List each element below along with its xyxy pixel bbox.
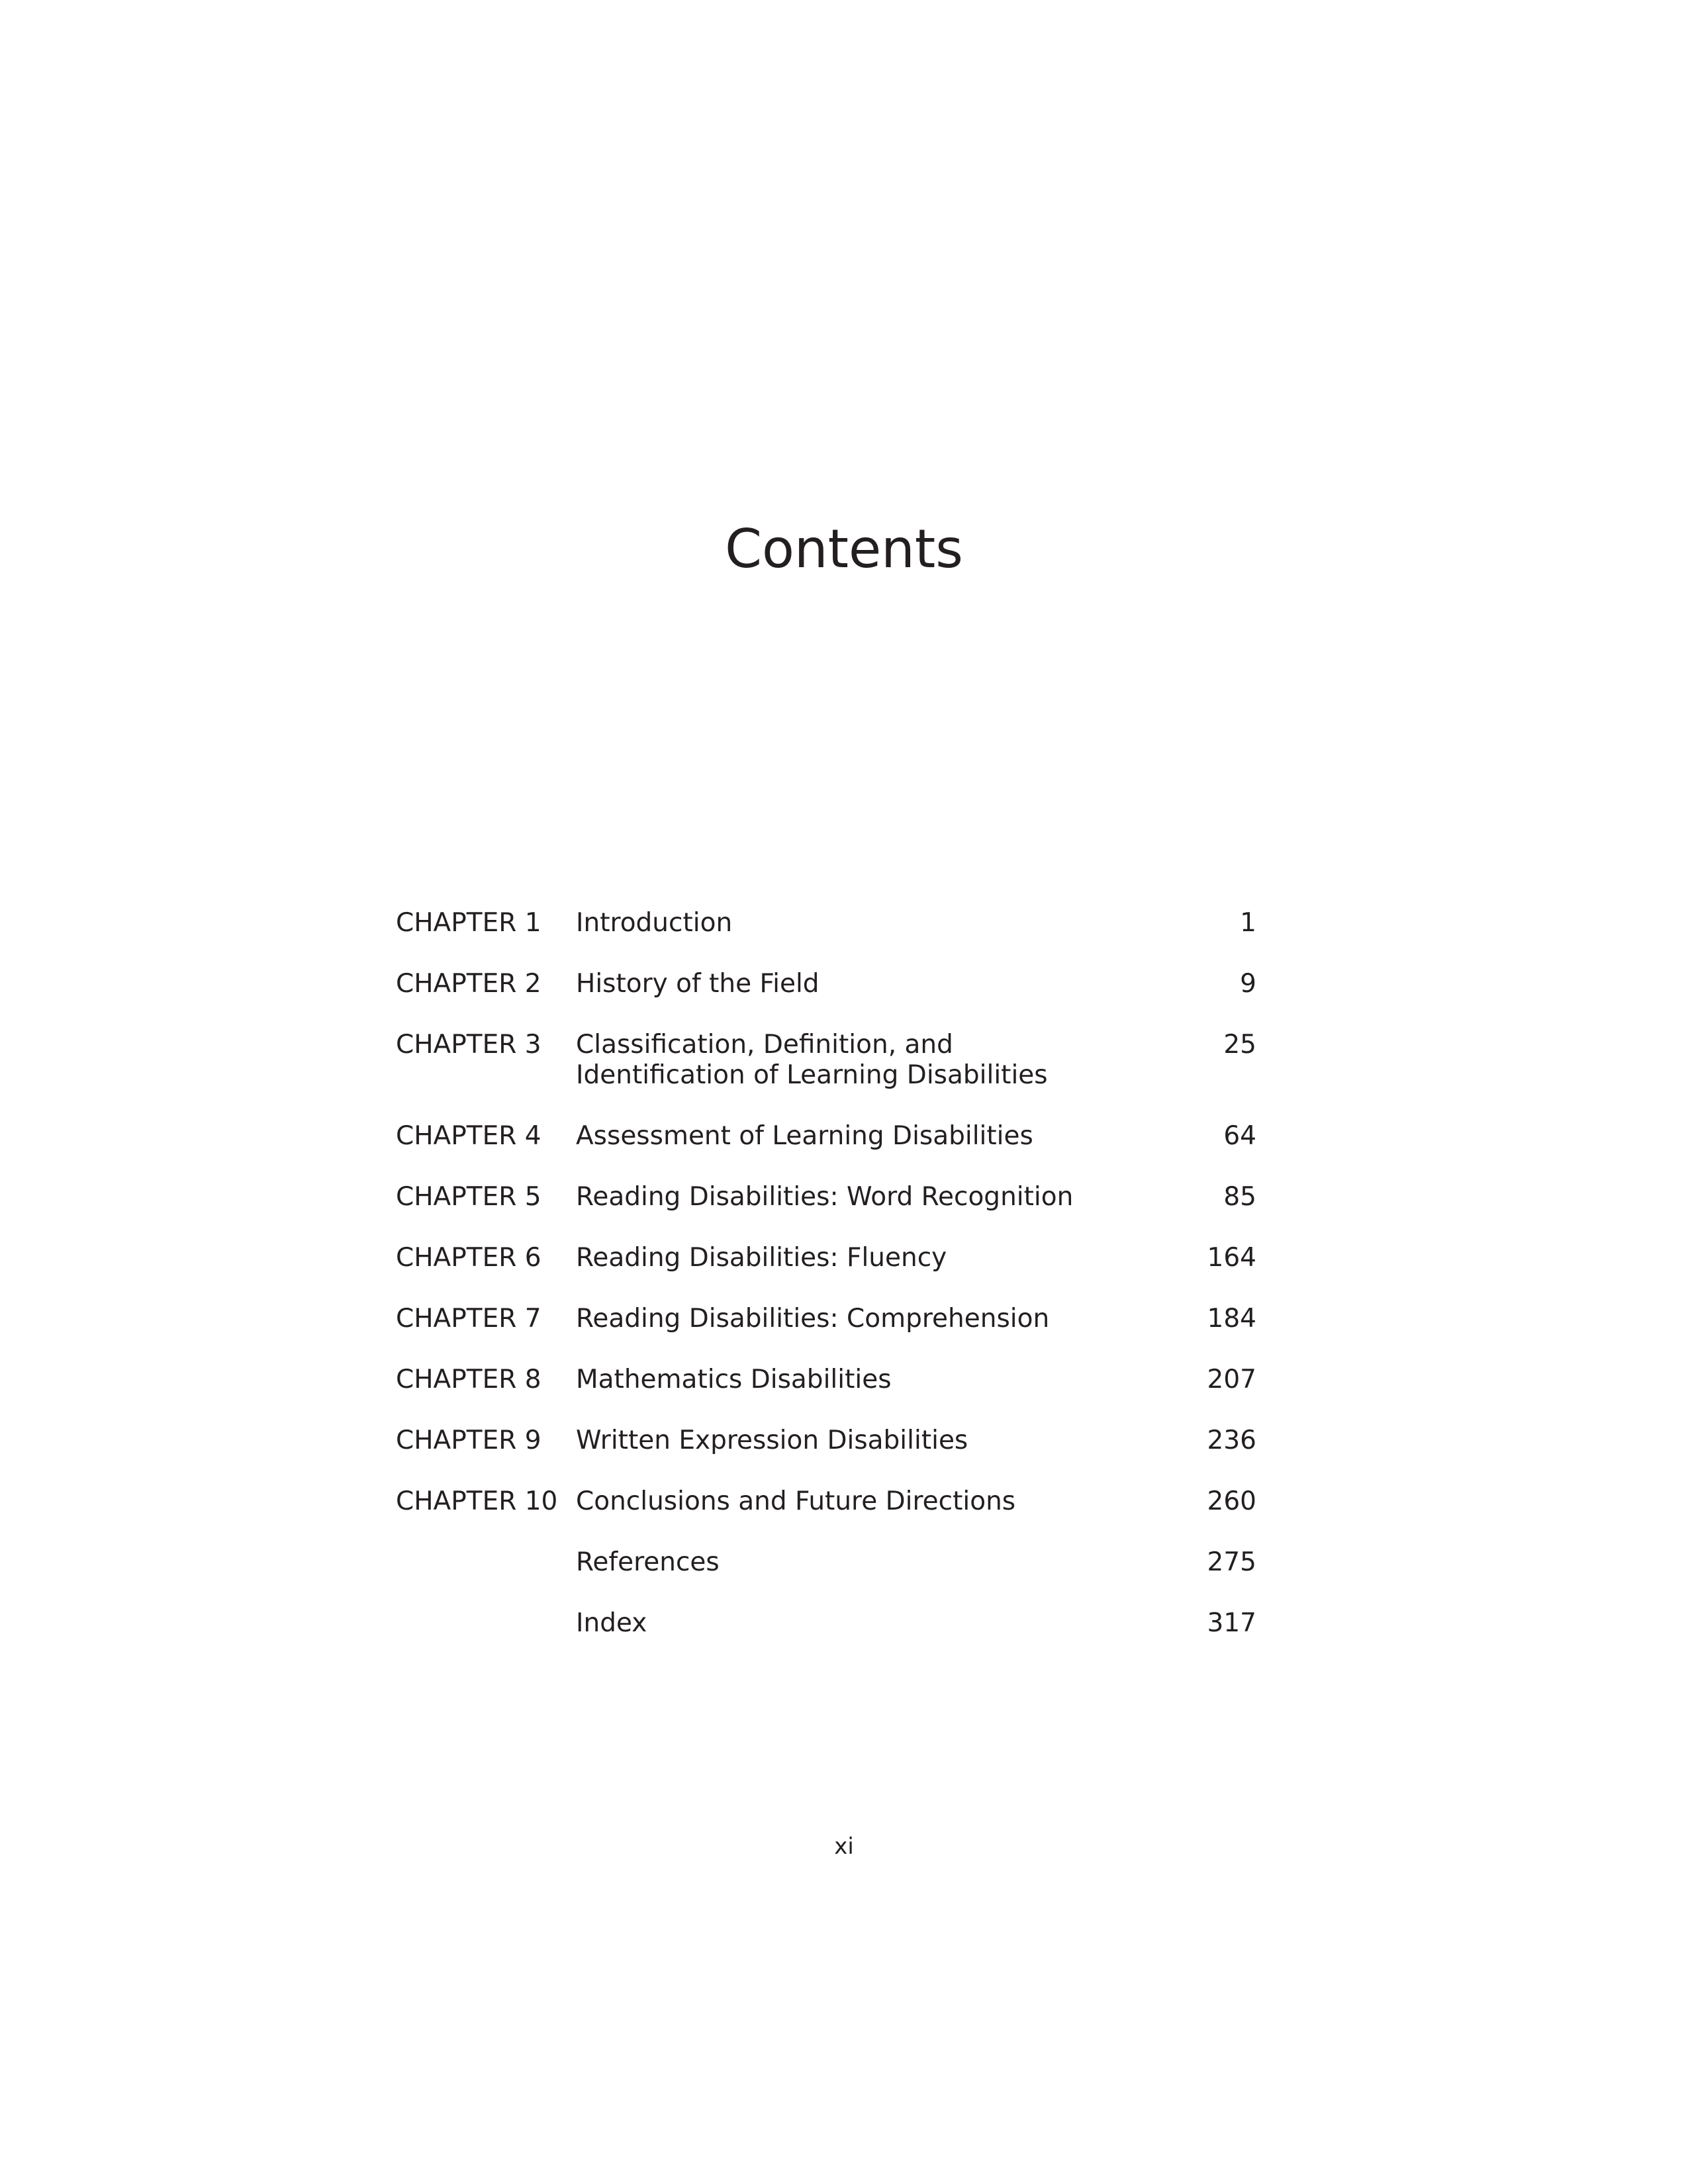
toc-entry[interactable]	[396, 1426, 1256, 1456]
page-title: Contents	[725, 518, 963, 580]
chapter-title: Index	[576, 1608, 647, 1638]
chapter-title: History of the Field	[576, 969, 820, 999]
chapter-title: Assessment of Learning Disabilities	[576, 1121, 1033, 1151]
chapter-number: CHAPTER 1	[396, 908, 541, 938]
chapter-title: Reading Disabilities: Comprehension	[576, 1304, 1050, 1334]
chapter-number: CHAPTER 7	[396, 1304, 541, 1334]
chapter-title: Reading Disabilities: Word Recognition	[576, 1182, 1074, 1212]
chapter-number: CHAPTER 9	[396, 1426, 541, 1455]
toc-entry[interactable]	[396, 1365, 1256, 1395]
toc-entry[interactable]	[396, 908, 1256, 938]
toc-entry[interactable]	[396, 1243, 1256, 1273]
chapter-number: CHAPTER 10	[396, 1486, 558, 1516]
chapter-title: References	[576, 1547, 720, 1577]
page-number: 317	[1207, 1608, 1256, 1638]
chapter-title: Written Expression Disabilities	[576, 1426, 968, 1455]
toc-entry[interactable]	[396, 1182, 1256, 1212]
chapter-title: Introduction	[576, 908, 733, 938]
chapter-number: CHAPTER 2	[396, 969, 541, 999]
page-folio: xi	[834, 1833, 854, 1860]
chapter-number: CHAPTER 8	[396, 1365, 541, 1394]
page-number: 1	[1240, 908, 1256, 938]
chapter-number: CHAPTER 4	[396, 1121, 541, 1151]
toc-entry[interactable]	[396, 1304, 1256, 1334]
chapter-title: Mathematics Disabilities	[576, 1365, 892, 1394]
page-number: 207	[1207, 1365, 1256, 1394]
page-number: 64	[1223, 1121, 1256, 1151]
toc-entry[interactable]	[396, 1121, 1256, 1152]
table-of-contents	[396, 908, 1256, 1669]
chapter-title: Classification, Definition, and Identification of Learning Disabilities	[576, 1030, 1048, 1090]
page-number: 236	[1207, 1426, 1256, 1455]
toc-entry[interactable]	[396, 969, 1256, 999]
page-number: 164	[1207, 1243, 1256, 1273]
chapter-number: CHAPTER 5	[396, 1182, 541, 1212]
chapter-title: Conclusions and Future Directions	[576, 1486, 1016, 1516]
toc-entry[interactable]	[396, 1547, 1256, 1578]
page-number: 260	[1207, 1486, 1256, 1516]
page-number: 85	[1223, 1182, 1256, 1212]
page-number: 184	[1207, 1304, 1256, 1334]
chapter-number: CHAPTER 3	[396, 1030, 541, 1060]
page-number: 9	[1240, 969, 1256, 999]
toc-entry[interactable]	[396, 1608, 1256, 1639]
page-number: 25	[1223, 1030, 1256, 1060]
toc-entry[interactable]	[396, 1030, 1256, 1091]
toc-entry[interactable]	[396, 1486, 1256, 1517]
chapter-title: Reading Disabilities: Fluency	[576, 1243, 947, 1273]
chapter-number: CHAPTER 6	[396, 1243, 541, 1273]
page-number: 275	[1207, 1547, 1256, 1577]
